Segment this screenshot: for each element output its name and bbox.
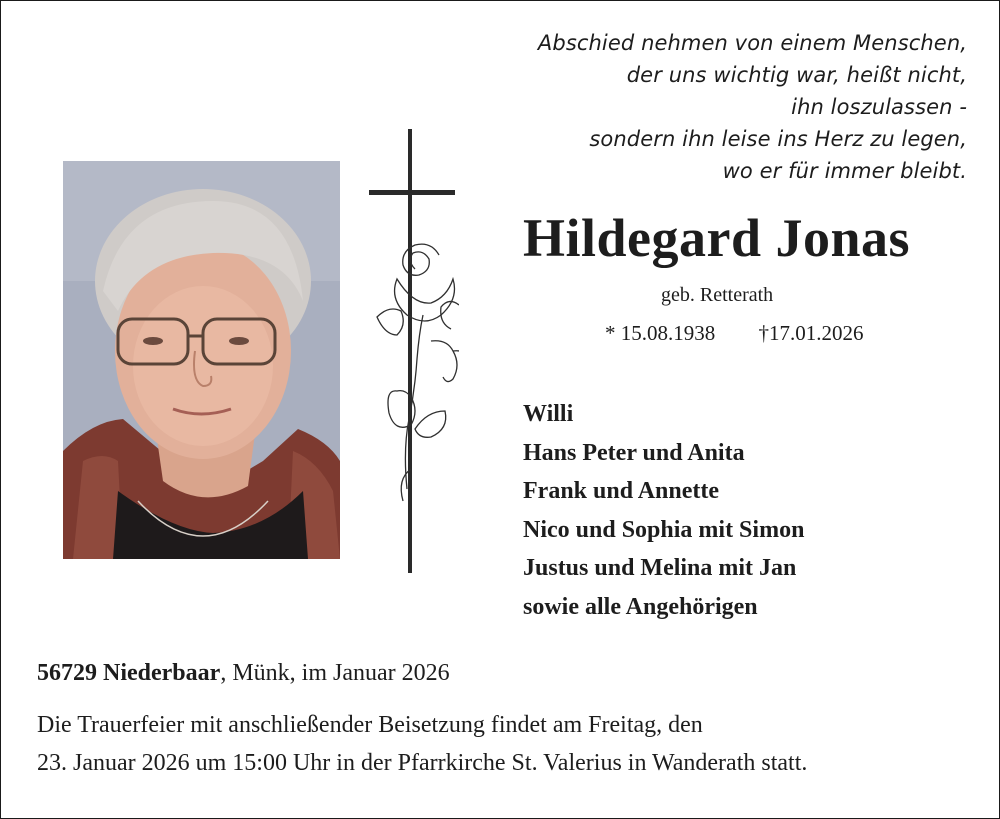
mourner-line: sowie alle Angehörigen (523, 593, 758, 620)
town-name: 56729 Niederbaar (37, 660, 221, 686)
memorial-quote (538, 27, 967, 187)
place-and-date (37, 660, 450, 687)
portrait-photo (63, 161, 340, 559)
quote-line: der uns wichtig war, heißt nicht, (626, 63, 967, 87)
funeral-details (37, 706, 807, 782)
life-dates (605, 321, 864, 346)
cross-with-rose-icon (367, 129, 459, 573)
portrait-illustration (63, 161, 340, 559)
quote-line: ihn loszulassen - (791, 95, 967, 119)
mourner-line: Justus und Melina mit Jan (523, 555, 797, 581)
mourner-line: Nico und Sophia mit Simon (523, 516, 805, 543)
death-date: †17.01.2026 (758, 321, 864, 345)
birth-date: * 15.08.1938 (605, 321, 716, 345)
deceased-name: Hildegard Jonas (523, 208, 911, 268)
mourner-line: Frank und Annette (523, 478, 720, 504)
mourner-line: Hans Peter und Anita (523, 439, 745, 466)
quote-line: wo er für immer bleibt. (722, 159, 967, 183)
funeral-line: 23. Januar 2026 um 15:00 Uhr in der Pfarrkirche St. Valerius in Wanderath statt. (37, 750, 808, 776)
birth-name: geb. Retterath (661, 284, 774, 306)
mourner-line: Willi (523, 401, 574, 427)
quote-line: Abschied nehmen von einem Menschen, (537, 31, 967, 55)
funeral-line: Die Trauerfeier mit anschließender Beisetzung findet am Freitag, den (37, 712, 703, 738)
quote-line: sondern ihn leise ins Herz zu legen, (589, 127, 967, 151)
place-rest: , Münk, im Januar 2026 (220, 660, 450, 686)
mourners-list (523, 395, 804, 626)
